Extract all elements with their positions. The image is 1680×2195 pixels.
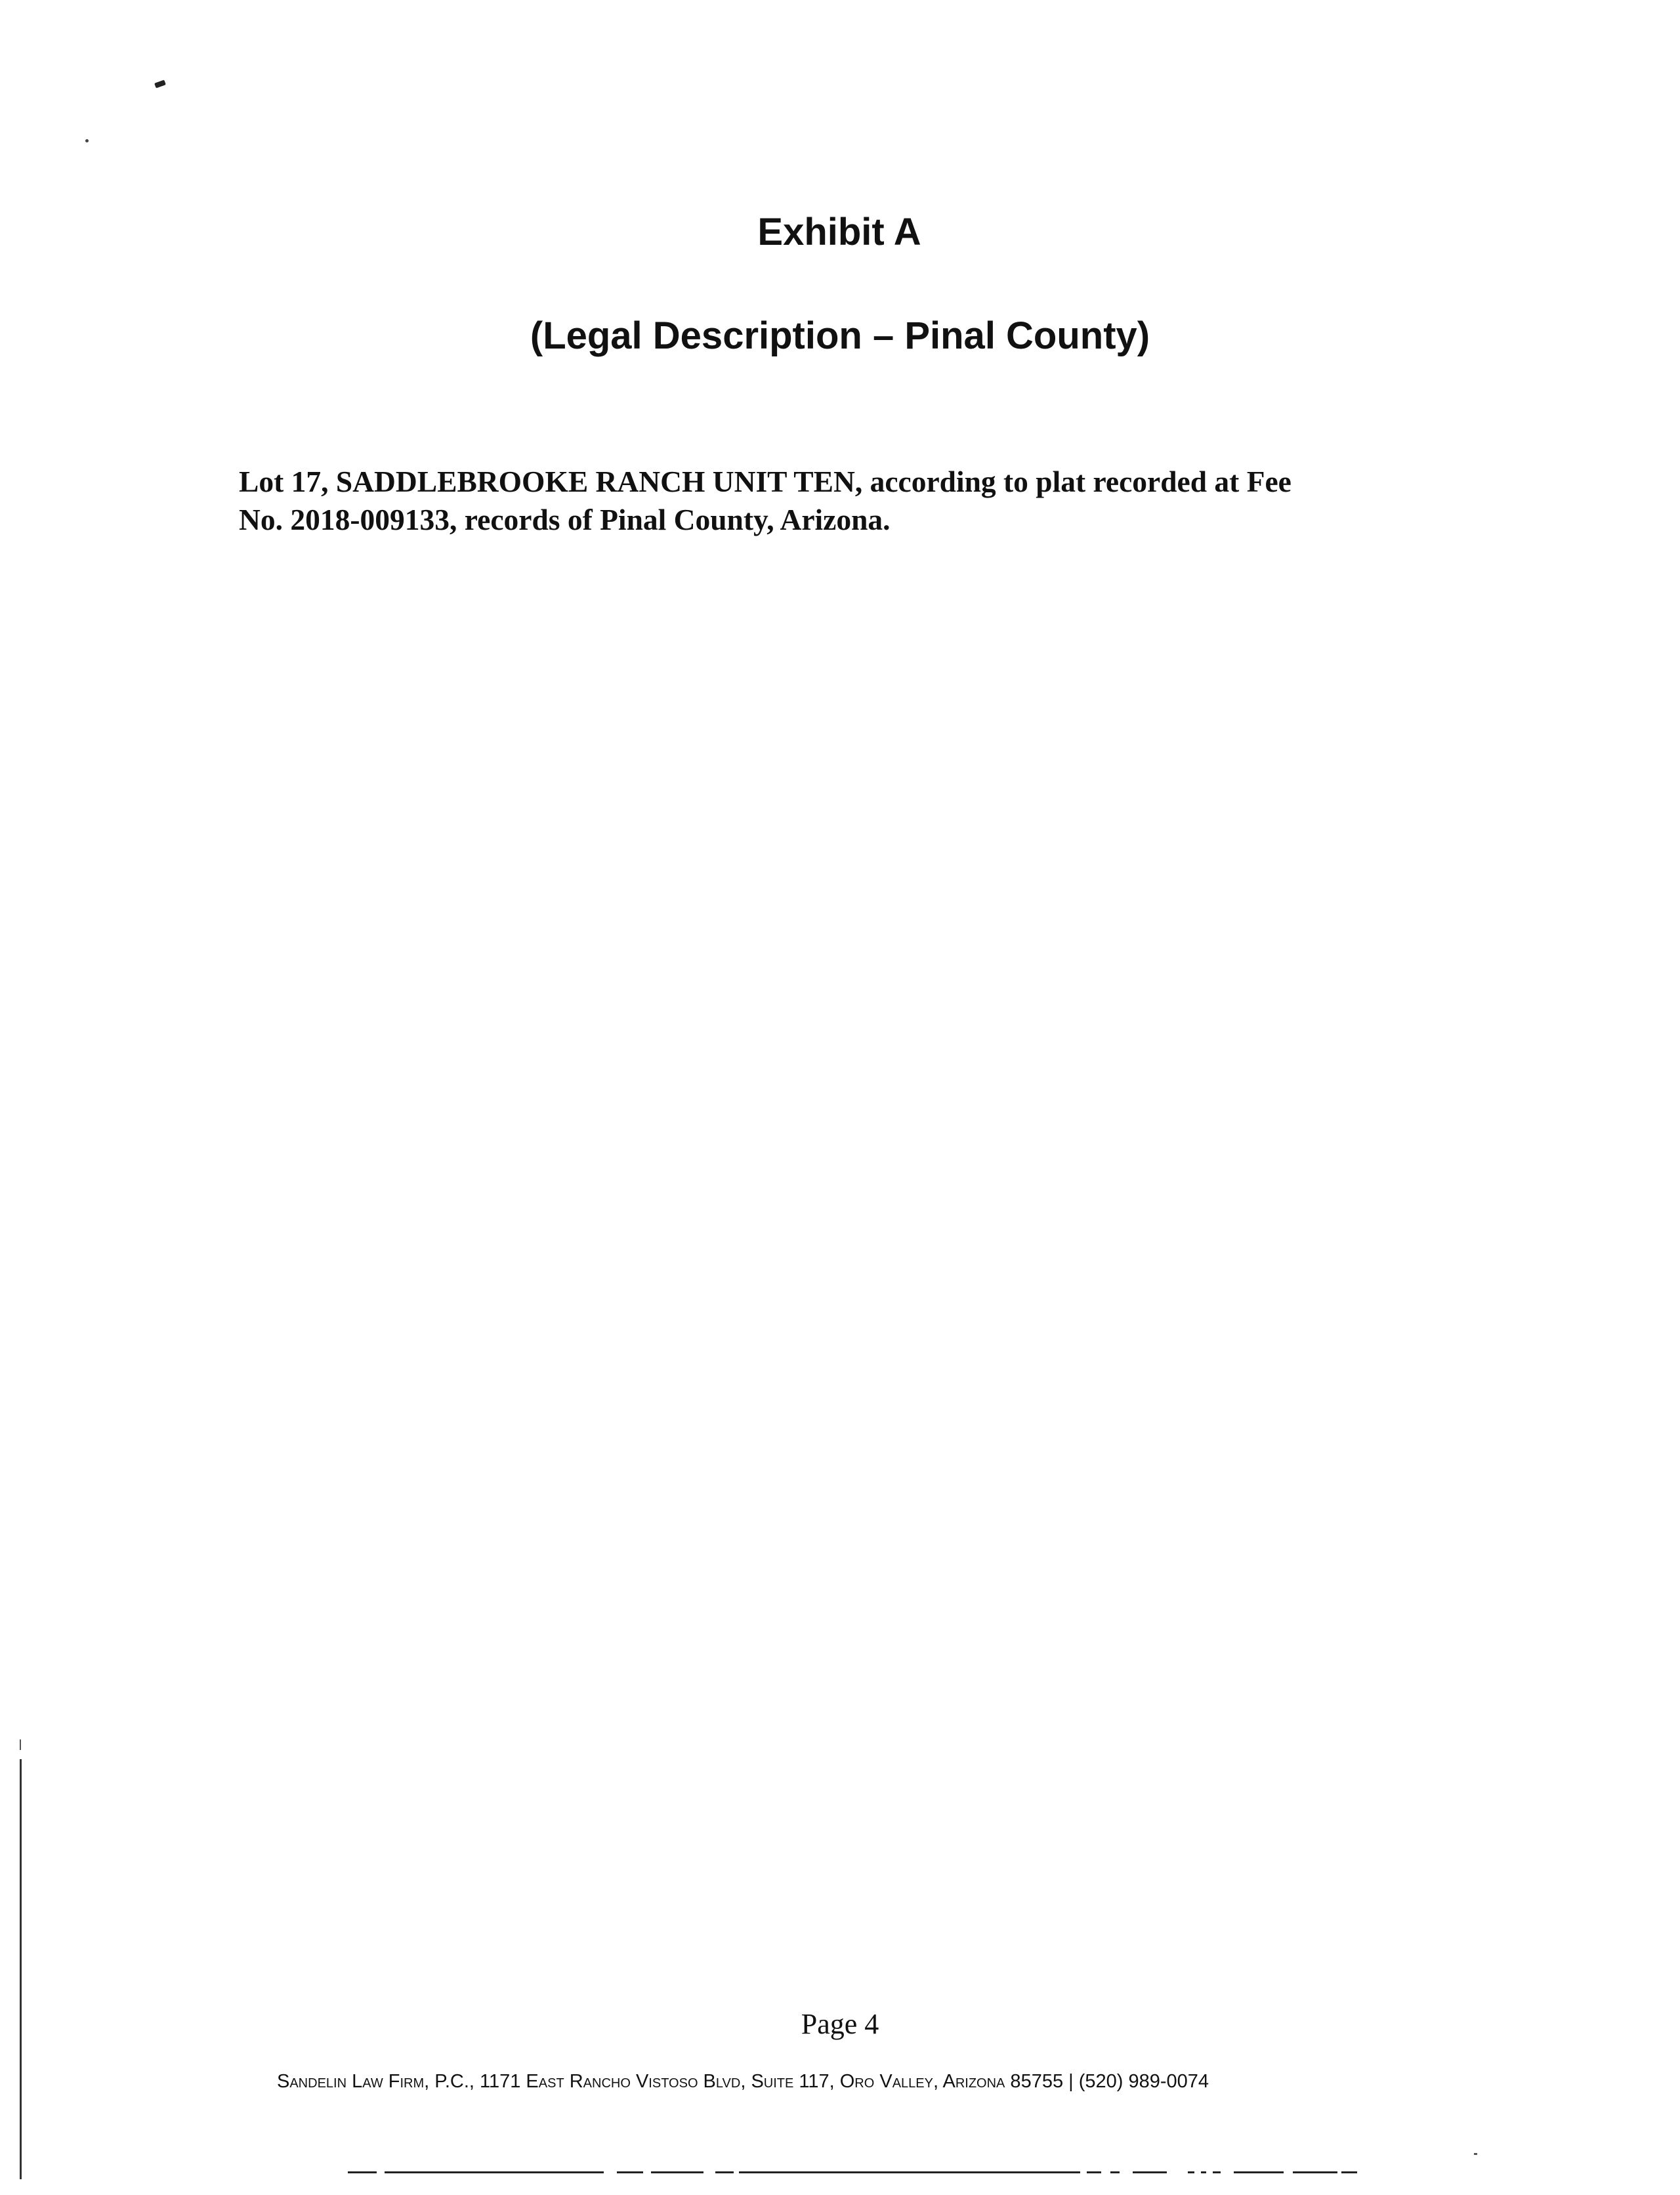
footer-address: Sandelin Law Firm, P.C., 1171 East Rancho Vistoso Blvd, Suite 117, Oro Valley, Arizona 85755 | (520) 989-0074 [277, 2071, 1209, 2092]
scan-speck [1474, 2153, 1477, 2155]
page-number: Page 4 [801, 2008, 879, 2040]
legal-description-line-2: No. 2018-009133, records of Pinal County, Arizona. [239, 503, 891, 536]
exhibit-title: Exhibit A [757, 211, 921, 253]
legal-description [239, 463, 1473, 539]
exhibit-subtitle: (Legal Description – Pinal County) [530, 314, 1150, 357]
scan-bottom-dashes [348, 2171, 1358, 2174]
scan-edge-mark [20, 1739, 21, 1750]
legal-description-line-1: Lot 17, SADDLEBROOKE RANCH UNIT TEN, according to plat recorded at Fee [239, 465, 1292, 498]
scan-speck [154, 80, 166, 89]
scan-edge-line [20, 1759, 22, 2179]
scan-speck [85, 139, 89, 142]
